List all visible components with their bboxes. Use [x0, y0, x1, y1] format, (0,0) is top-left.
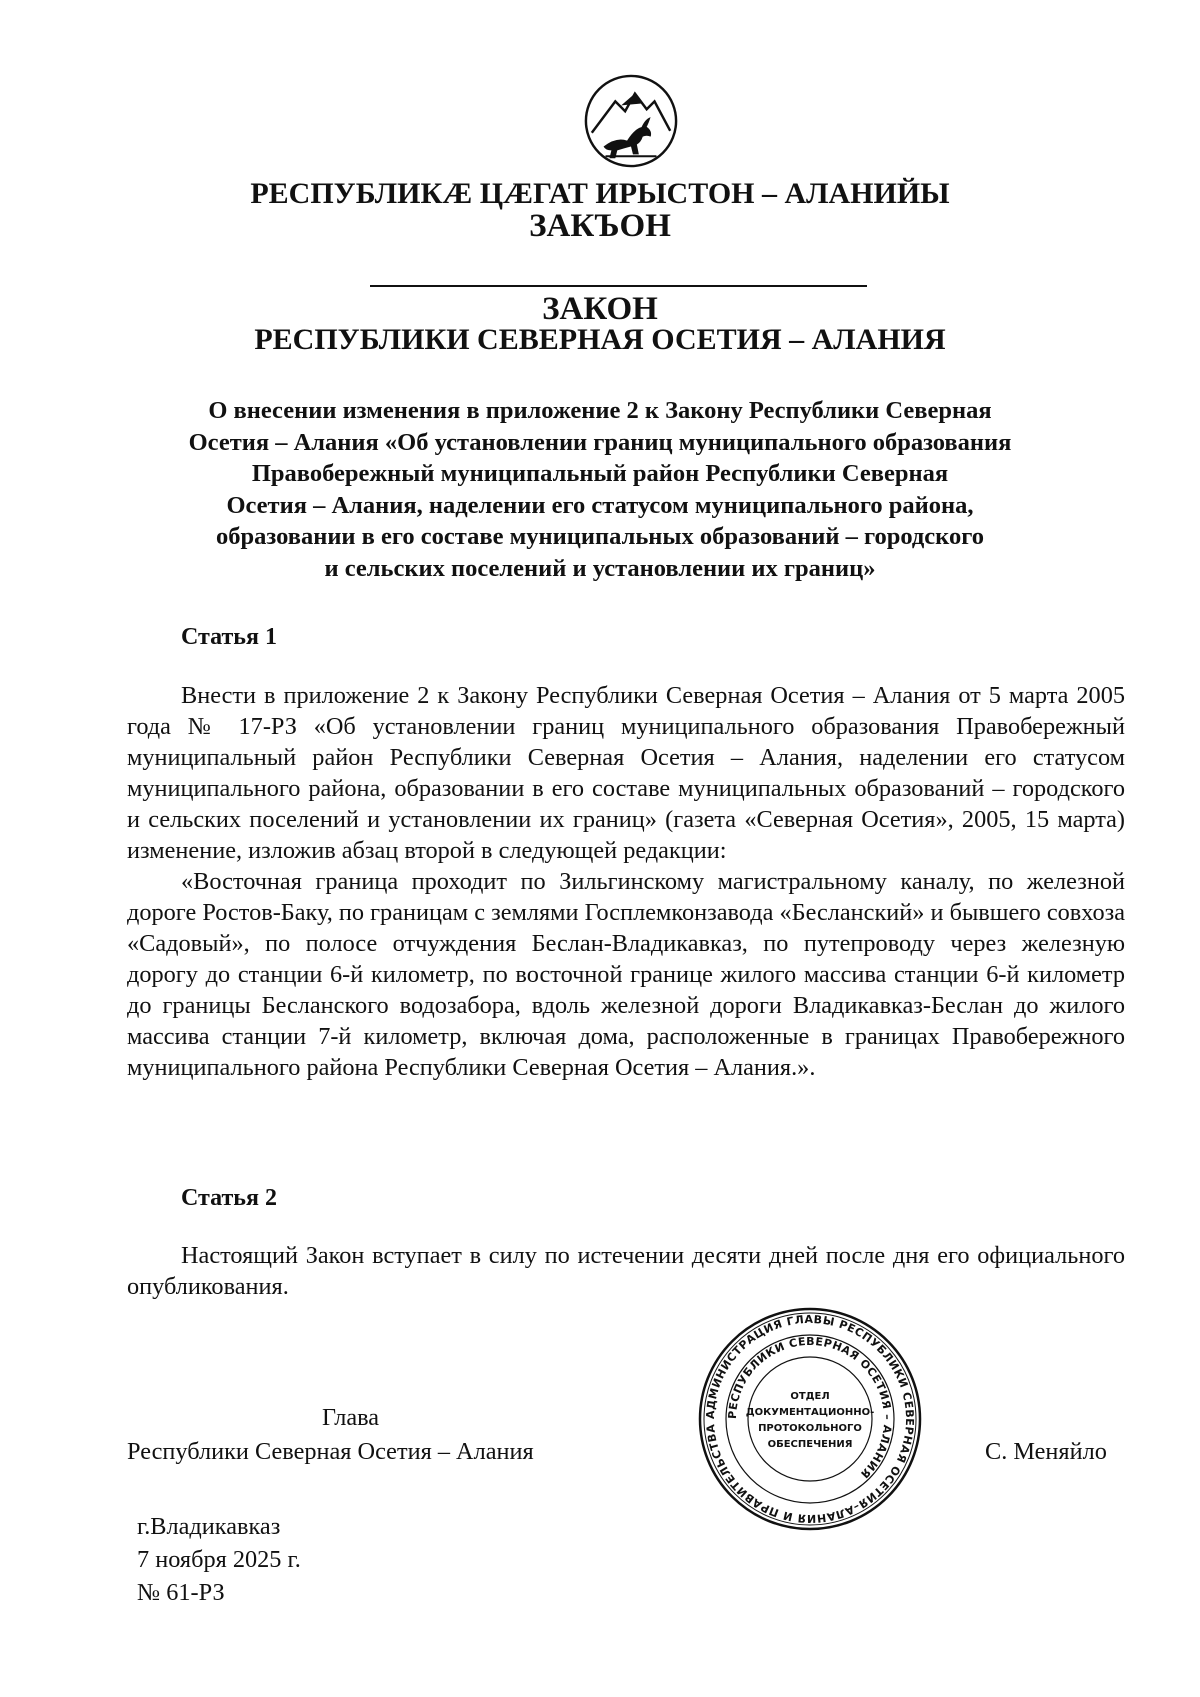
- signatory-name: С. Меняйло: [985, 1438, 1107, 1465]
- stamp-center-line: ДОКУМЕНТАЦИОННО-: [745, 1407, 875, 1418]
- coat-of-arms-icon: [582, 72, 680, 170]
- stamp-center-line: ОТДЕЛ: [790, 1391, 830, 1402]
- russian-law-heading: ЗАКОН: [542, 291, 658, 327]
- ossetian-law-heading: ЗАКЪОН: [529, 208, 671, 244]
- stamp-center-line: ПРОТОКОЛЬНОГО: [758, 1423, 862, 1434]
- article-1-paragraph-1: Внести в приложение 2 к Закону Республики Северная Осетия – Алания от 5 марта 2005 года № 17-РЗ «Об установлении границ муниципального образования Правобережный муниципальный район Республики Северная Осетия – Алания, наделении его статусом муниципального района, образовании в его составе муниципальных образований – городского и сельских поселений и установлении их границ» (газета «Северная Осетия», 2005, 15 марта) изменение, изложив абзац второй в следующей редакции:: [127, 682, 1125, 864]
- article-1-paragraph-2: «Восточная граница проходит по Зильгинскому магистральному каналу, по железной дороге Ростов-Баку, по границам с землями Госплемконзавода «Бесланский» и бывшего совхоза «Садовый», по полосе отчуждения Беслан-Владикавказ, по путепроводу через железную дорогу до станции 6-й километр, по восточной границе жилого массива станции 6-й километр до границы Бесланского водозабора, вдоль железной дороги Владикавказ-Беслан до жилого массива станции 7-й километр, включая дома, расположенные в границах Правобережного муниципального района Республики Северная Осетия – Алания.».: [127, 868, 1125, 1081]
- article-2-heading: Статья 2: [181, 1185, 277, 1211]
- stamp-outer-ring-text: АДМИНИСТРАЦИЯ ГЛАВЫ РЕСПУБЛИКИ СЕВЕРНАЯ ОСЕТИЯ–АЛАНИЯ И ПРАВИТЕЛЬСТВА: [703, 1312, 917, 1526]
- article-2-paragraph: Настоящий Закон вступает в силу по истечении десяти дней после дня его официального опубликования.: [127, 1242, 1125, 1300]
- article-1-heading: Статья 1: [181, 624, 277, 650]
- law-title-line: Правобережный муниципальный район Республики Северная: [251, 460, 949, 487]
- signatory-title-line-1: Глава: [322, 1404, 380, 1431]
- law-title-line: образовании в его составе муниципальных образований – городского: [216, 523, 984, 550]
- law-title-line: Осетия – Алания «Об установлении границ муниципального образования: [188, 428, 1012, 456]
- law-title-line: Осетия – Алания, наделении его статусом муниципального района,: [226, 491, 974, 519]
- meta-city: г.Владикавказ: [137, 1513, 281, 1540]
- law-title-line: и сельских поселений и установлении их границ»: [324, 554, 876, 582]
- article-2-body: [127, 1240, 1125, 1302]
- signatory-title: [127, 1401, 534, 1469]
- law-title-line: О внесении изменения в приложение 2 к Закону Республики Северная: [208, 397, 992, 424]
- document-meta: [137, 1510, 301, 1609]
- meta-number: № 61-РЗ: [137, 1579, 225, 1606]
- signatory-title-line-2: Республики Северная Осетия – Алания: [127, 1438, 534, 1465]
- official-stamp: [696, 1305, 924, 1533]
- article-1-body: [127, 680, 1125, 1083]
- header-divider: [370, 285, 867, 287]
- ossetian-republic-heading: РЕСПУБЛИКӔ ЦӔГАТ ИРЫСТОН – АЛАНИЙЫ: [250, 177, 950, 210]
- stamp-center-line: ОБЕСПЕЧЕНИЯ: [767, 1439, 853, 1450]
- meta-date: 7 ноября 2025 г.: [137, 1546, 301, 1573]
- law-title: [130, 395, 1070, 584]
- russian-republic-heading: РЕСПУБЛИКИ СЕВЕРНАЯ ОСЕТИЯ – АЛАНИЯ: [254, 323, 946, 356]
- stamp-inner-ring-text: РЕСПУБЛИКИ СЕВЕРНАЯ ОСЕТИЯ – АЛАНИЯ: [725, 1334, 895, 1481]
